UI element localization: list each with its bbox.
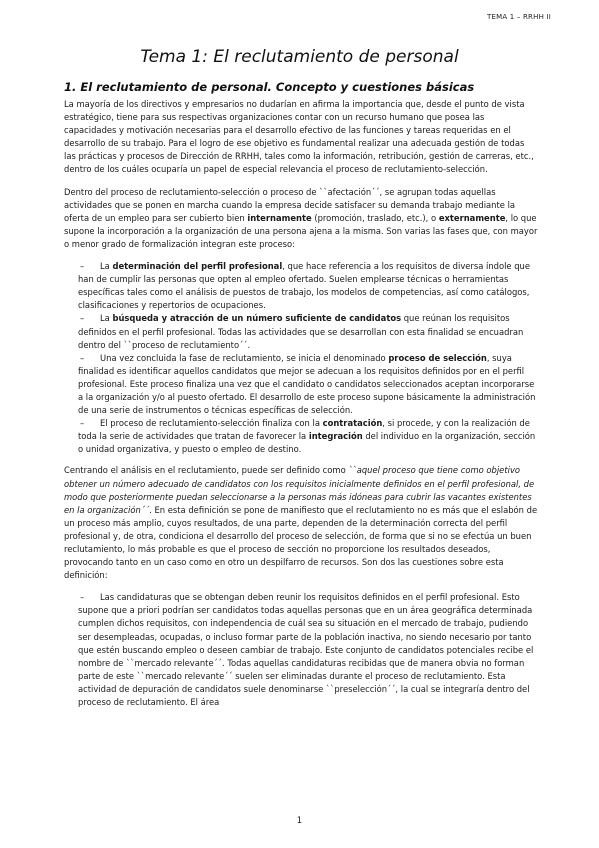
text-run: del individuo en la organización, sección o unidad organizativa, y puesto o empleo de destino. (78, 431, 536, 455)
text-run: Centrando el análisis en el reclutamiento, puede ser definido como (64, 465, 349, 476)
text-run: , lo que supone la incorporación a la organización de una persona ajena a la misma. Son varias las fases que, con mayor o menor grado de formalización integran este proceso: (64, 212, 538, 249)
bold-term: contratación (322, 418, 383, 429)
list-item (64, 417, 538, 456)
dash-bullet: – (80, 313, 85, 324)
text-run: , que hace referencia a los requisitos de diversa índole que han de cumplir las personas que opten al empleo ofertado. Suelen emplearse técnicas o herramientas específicas tales como el análisis de puestos de trabajo, los modelos de competencias, así como catálogos, clasificaciones y repertorios de ocupaciones. (78, 261, 531, 311)
bold-term: búsqueda y atracción de un número suficiente de candidatos (112, 313, 402, 324)
text-run: , si procede, y con la realización de toda la serie de actividades que tratan de favorecer la (78, 418, 530, 442)
list-item (64, 312, 538, 351)
text-run: (promoción, traslado, etc.), o (311, 212, 439, 223)
text-run: La (100, 313, 113, 324)
document-body (64, 98, 538, 717)
section-heading: 1. El reclutamiento de personal. Concepto y cuestiones básicas (64, 80, 475, 94)
text-run: Una vez concluida la fase de reclutamiento, se inicia el denominado (100, 352, 389, 363)
list-item (64, 352, 538, 417)
definition-issues-list (64, 591, 538, 709)
paragraph-intro: La mayoría de los directivos y empresarios no dudarían en afirma la importancia que, desde el punto de vista estratégico, tiene para sus respectivas organizaciones contar con un recurso humano que posea las capacidades y motivación necesarias para el desarrollo efectivo de las funciones y tareas requeridas en el desarrollo de su trabajo. Para el logro de ese objetivo es fundamental realizar una adecuada gestión de todas las prácticas y procesos de Dirección de RRHH, tales como la información, retribución, gestión de carreras, etc., dentro de los cuáles ocuparía un papel de especial relevancia el proceso de reclutamiento-selección. (64, 99, 534, 175)
text-run: , suya finalidad es identificar aquellos candidatos que mejor se adecuan a los requisitos definidos por en el perfil profesional. Este proceso finaliza una vez que el candidato o candidatos seleccionados aceptan incorporarse a la organización y/o al puesto ofertado. El desarrollo de este proceso supone básicamente la administración de una serie de instrumentos o técnicas específicas de selección. (78, 352, 536, 416)
italic-quote: ``aquel proceso que tiene como objetivo obtener un número adecuado de candidatos con los requisitos inicialmente definidos en el perfil profesional, de modo que posteriormente puedan seleccionarse a la personas más idóneas para cubrir las vacantes existentes en la organización´´ (64, 465, 535, 515)
dash-bullet: – (80, 592, 85, 603)
paragraph-afectacion (64, 186, 538, 251)
bold-term: determinación del perfil profesional (112, 261, 283, 272)
bold-term: integración (308, 431, 363, 442)
list-item (64, 591, 538, 709)
page-title: Tema 1: El reclutamiento de personal (140, 47, 459, 67)
text-run: Las candidaturas que se obtengan deben reunir los requisitos definidos en el perfil profesional. Esto supone que a priori podrían ser candidatos todas aquellas personas que en un área geográfica determinada cumplen dichos requisitos, con independencia de cuál sea su situación en el mercado de trabajo, pudiendo ser desempleadas, ocupadas, o incluso formar parte de la población inactiva, no siendo necesario por tanto que estén buscando empleo o deseen cambiar de trabajo. Este conjunto de candidatos potenciales recibe el nombre de ``mercado relevante´´. Todas aquellas candidaturas recibidas que de manera obvia no forman parte de este ``mercado relevante´´ suelen ser eliminadas durante el proceso de reclutamiento. Esta actividad de depuración de candidatos suele denominarse ``preselección´´, la cual se integraría dentro del proceso de reclutamiento. El área (78, 592, 534, 708)
text-run: Dentro del proceso de reclutamiento-selección o proceso de ``afectación´´, se agrupan todas aquellas actividades que se ponen en marcha cuando la empresa decide satisfacer su demanda trabajo mediante la oferta de un empleo para ser cubierto bien (64, 186, 516, 223)
running-header: TEMA 1 – RRHH II (487, 13, 551, 21)
list-item (64, 260, 538, 312)
text-run: que reúnan los requisitos definidos en el perfil profesional. Todas las actividades que se desarrollan con esta finalidad se encuadran dentro del ``proceso de reclutamiento´´. (78, 313, 524, 350)
bold-term: proceso de selección (388, 352, 487, 363)
text-run: El proceso de reclutamiento-selección finaliza con la (100, 418, 323, 429)
phases-list (64, 260, 538, 456)
dash-bullet: – (80, 418, 85, 429)
bold-term: internamente (247, 212, 312, 223)
text-run: . En esta definición se pone de manifiesto que el reclutamiento no es más que el eslabón de un proceso más amplio, cuyos resultados, de una parte, dependen de la determinación correcta del perfil profesional y, de otra, condiciona el desarrollo del proceso de selección, de forma que si no se efectúa un buen reclutamiento, lo más probable es que el proceso de sección no proporcione los resultados deseados, provocando tanto en un caso como en otro un despilfarro de recursos. Son dos las cuestiones sobre esta definición: (64, 504, 538, 581)
paragraph-definition (64, 464, 538, 582)
bold-term: externamente (438, 212, 506, 223)
page-number: 1 (296, 816, 303, 826)
text-run: La (100, 261, 113, 272)
dash-bullet: – (80, 352, 85, 363)
dash-bullet: – (80, 261, 85, 272)
